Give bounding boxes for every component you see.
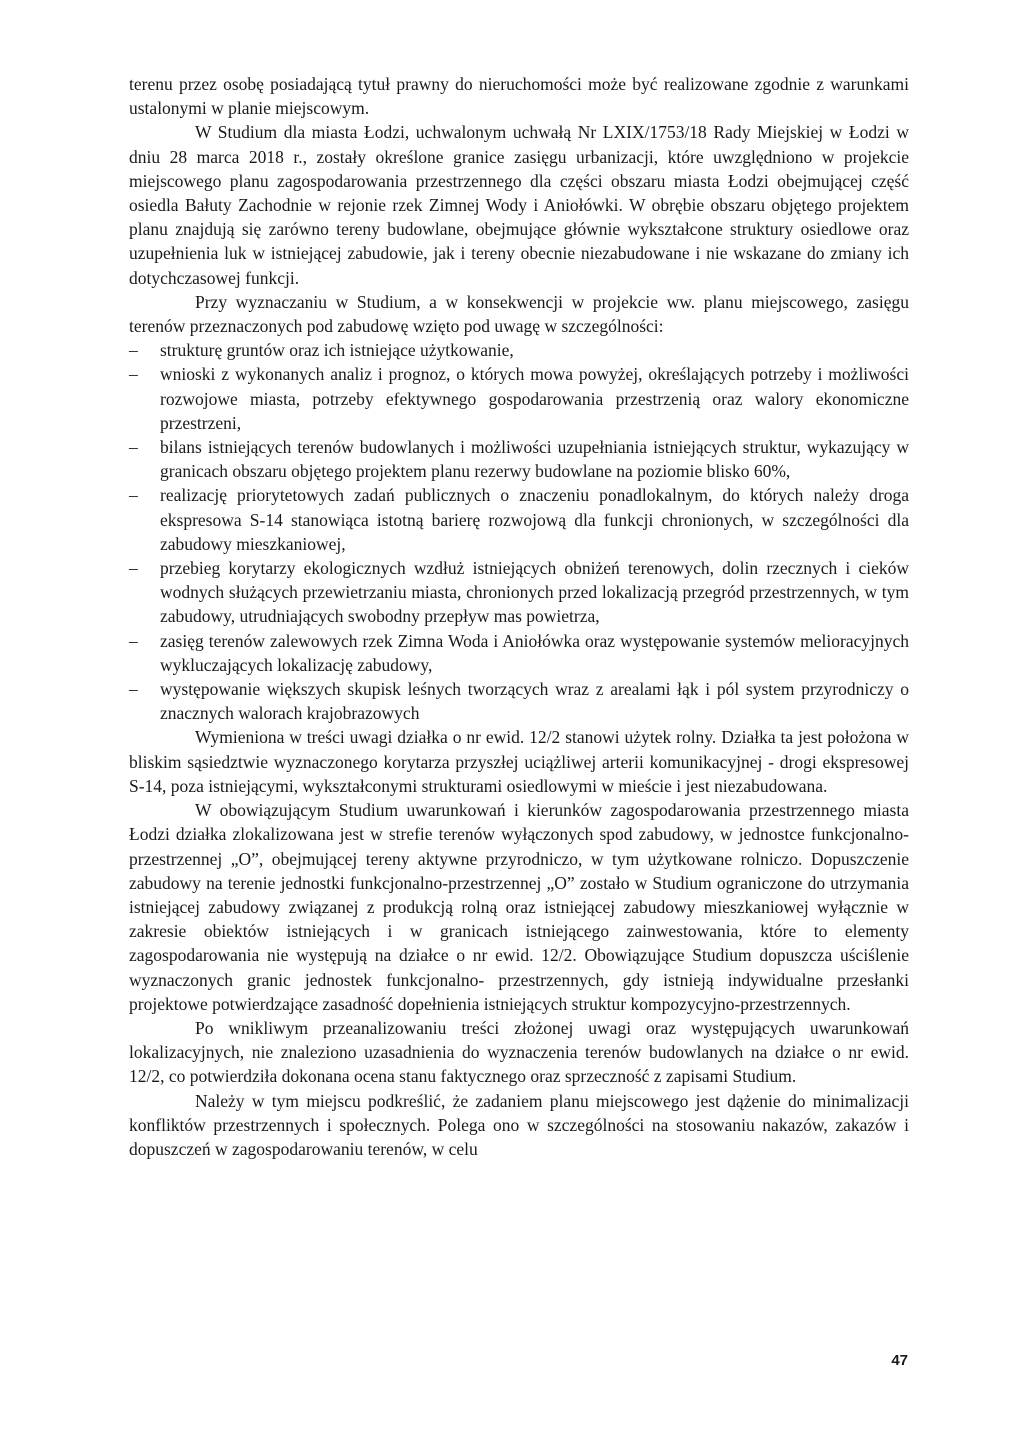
list-item bbox=[129, 483, 909, 556]
list-item bbox=[129, 435, 909, 483]
criteria-list bbox=[129, 338, 909, 725]
dash-bullet: – bbox=[129, 630, 138, 651]
dash-bullet: – bbox=[129, 558, 138, 579]
list-item-text: strukturę gruntów oraz ich istniejące użytkowanie, bbox=[160, 340, 514, 361]
document-body bbox=[129, 72, 909, 1161]
list-item-text: realizację priorytetowych zadań publicznych o znaczeniu ponadlokalnym, do których należy droga ekspresowa S-14 stanowiąca istotną barierę rozwojową dla funkcji chronionych, w szczególności dla zabudowy mieszkaniowej, bbox=[160, 485, 909, 554]
dash-bullet: – bbox=[129, 364, 138, 385]
paragraph-2: W Studium dla miasta Łodzi, uchwalonym uchwałą Nr LXIX/1753/18 Rady Miejskiej w Łodzi w dniu 28 marca 2018 r., zostały określone granice zasięgu urbanizacji, które uwzględniono w projekcie miejscowego planu zagospodarowania przestrzennego dla części obszaru miasta Łodzi obejmującej część osiedla Bałuty Zachodnie w rejonie rzek Zimnej Wody i Aniołówki. W obrębie obszaru objętego projektem planu znajdują się zarówno tereny budowlane, obejmujące głównie wykształcone struktury osiedlowe oraz uzupełnienia luk w istniejącej zabudowie, jak i tereny obecnie niezabudowane i nie wskazane do zmiany ich dotychczasowej funkcji. bbox=[129, 122, 909, 288]
list-item-text: występowanie większych skupisk leśnych tworzących wraz z arealami łąk i pól system przyrodniczy o znacznych walorach krajobrazowych bbox=[160, 679, 909, 724]
list-item bbox=[129, 362, 909, 435]
paragraph-7: Należy w tym miejscu podkreślić, że zadaniem planu miejscowego jest dążenie do minimalizacji konfliktów przestrzennych i społecznych. Polega ono w szczególności na stosowaniu nakazów, zakazów i dopuszczeń w zagospodarowaniu terenów, w celu bbox=[129, 1090, 909, 1159]
list-item bbox=[129, 556, 909, 629]
list-item bbox=[129, 677, 909, 725]
paragraph-5: W obowiązującym Studium uwarunkowań i kierunków zagospodarowania przestrzennego miasta Łodzi działka zlokalizowana jest w strefie terenów wyłączonych spod zabudowy, w jednostce funkcjonalno-przestrzennej „O”, obejmującej tereny aktywne przyrodniczo, w tym użytkowane rolniczo. Dopuszczenie zabudowy na terenie jednostki funkcjonalno-przestrzennej „O” zostało w Studium ograniczone do utrzymania istniejącej zabudowy związanej z produkcją rolną oraz istniejącej zabudowy mieszkaniowej wyłącznie w zakresie obiektów istniejących i w granicach istniejącego zainwestowania, które to elementy zagospodarowania nie występują na działce o nr ewid. 12/2. Obowiązujące Studium dopuszcza uściślenie wyznaczonych granic jednostek funkcjonalno- przestrzennych, gdy istnieją indywidualne przesłanki projektowe potwierdzające zasadność dopełnienia istniejących struktur kompozycyjno-przestrzennych. bbox=[129, 800, 909, 1014]
paragraph-1: terenu przez osobę posiadającą tytuł prawny do nieruchomości może być realizowane zgodnie z warunkami ustalonymi w planie miejscowym. bbox=[129, 74, 909, 119]
list-item-text: przebieg korytarzy ekologicznych wzdłuż istniejących obniżeń terenowych, dolin rzecznych i cieków wodnych służących przewietrzaniu miasta, chronionych przed lokalizacją przegród przestrzennych, w tym zabudowy, utrudniających swobodny przepływ mas powietrza, bbox=[160, 558, 909, 627]
dash-bullet: – bbox=[129, 437, 138, 458]
paragraph-4: Wymieniona w treści uwagi działka o nr ewid. 12/2 stanowi użytek rolny. Działka ta jest położona w bliskim sąsiedztwie wyznaczonego korytarza przyszłej uciążliwej arterii komunikacyjnej - drogi ekspresowej S-14, poza istniejącymi, wykształconymi strukturami osiedlowymi w mieście i jest niezabudowana. bbox=[129, 727, 909, 796]
dash-bullet: – bbox=[129, 679, 138, 700]
dash-bullet: – bbox=[129, 340, 138, 361]
list-item bbox=[129, 338, 909, 362]
list-item-text: bilans istniejących terenów budowlanych i możliwości uzupełniania istniejących struktur, wykazujący w granicach obszaru objętego projektem planu rezerwy budowlane na poziomie blisko 60%, bbox=[160, 437, 909, 482]
paragraph-6: Po wnikliwym przeanalizowaniu treści złożonej uwagi oraz występujących uwarunkowań lokalizacyjnych, nie znaleziono uzasadnienia do wyznaczenia terenów budowlanych na działce o nr ewid. 12/2, co potwierdziła dokonana ocena stanu faktycznego oraz sprzeczność z zapisami Studium. bbox=[129, 1017, 909, 1087]
list-item-text: wnioski z wykonanych analiz i prognoz, o których mowa powyżej, określających potrzeby i możliwości rozwojowe miasta, potrzeby efektywnego gospodarowania przestrzenią oraz walory ekonomiczne przestrzeni, bbox=[160, 364, 909, 433]
paragraph-3: Przy wyznaczaniu w Studium, a w konsekwencji w projekcie ww. planu miejscowego, zasięgu terenów przeznaczonych pod zabudowę wzięto pod uwagę w szczególności: bbox=[129, 291, 909, 337]
list-item-text: zasięg terenów zalewowych rzek Zimna Woda i Aniołówka oraz występowanie systemów melioracyjnych wykluczających lokalizację zabudowy, bbox=[160, 630, 909, 675]
list-item bbox=[129, 629, 909, 677]
page-number: 47 bbox=[891, 1352, 908, 1369]
dash-bullet: – bbox=[129, 485, 138, 506]
